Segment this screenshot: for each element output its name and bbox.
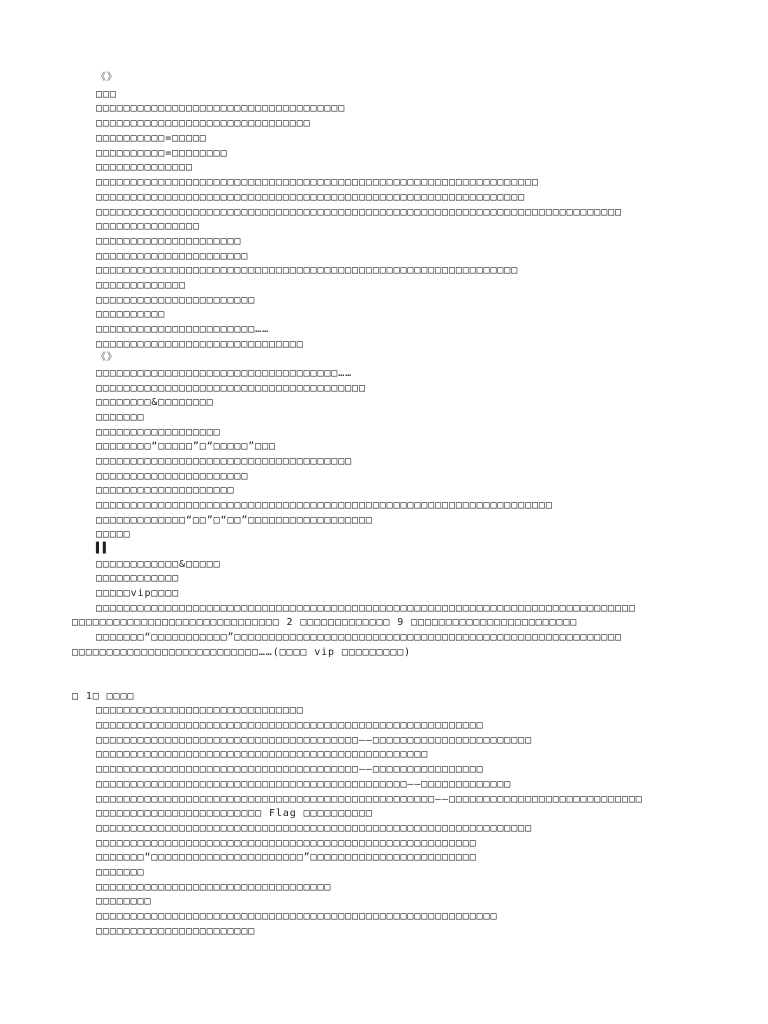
text-line: □□□□□□□□□□□□□□□□□□□□□□□ [96,295,256,306]
text-line: ▌▌ [96,543,110,554]
text-line: □□□□□□□□□□□□□□□□□□□□□□ [96,471,249,482]
text-line: □□□ [96,89,117,100]
text-line: □□□□□□□□□□=□□□□□□□□ [96,148,228,159]
text-line: □□□□□□□□ [96,896,152,907]
text-line: □□□□□□□□□□□□□□□□□□□□□□□…… [96,324,270,335]
text-line: □□□□□□□□□□□□□□□□□□□□□□□□□□□□□□□□□□□□□□□ [96,383,366,394]
text-line: □□□□□□□□□□□□□□□□□□□□□□□□□□□□□□□□□□□□ [96,103,346,114]
text-line: □□□□□□□□□□□□□□□□□□□□□□□□□□□□□□□□□□ [96,882,332,893]
text-line: □□□□□□□□“□□□□□”□“□□□□□”□□□ [96,441,276,452]
text-line: □□□□□□□□□□□□□□□□□□□□□□□□□□□□□□□□□□□□□□□□□□□□□□□□□□□□□□□□□□□□□□□□□□□□□□□□□□□□□□ [96,603,636,614]
text-line: □□□□□□□□□□□□□□□□□□□□□□□□□□□□□□ 2 □□□□□□□□□□□□□ 9 □□□□□□□□□□□□□□□□□□□□□□□□ [72,617,578,628]
text-line: □□□□□□□□□□□□□□□□□□□□□□□□□□□□□□□□□□□□□ [96,456,353,467]
text-line: □□□□□□□□□□□□□□□□□□□□□□□□□□□□□□□ [96,118,311,129]
text-line: □□□□□□□□&□□□□□□□□ [96,397,214,408]
text-line: □□□□□□□□□□=□□□□□ [96,133,207,144]
text-line: □□□□□□□□□□□□□□□□□□□□□□□□ Flag □□□□□□□□□□ [96,808,373,819]
text-line: □□□□□□□□□□□□□□□□□□□□□□□□□□□□□□□□□□□□□□□□□□□□□□□□□□□□□□□□□□□□□□ [96,192,526,203]
text-line: □□□□□□□□□□□□□□□□□□□□□□□□□□□□□□ [96,705,304,716]
text-line: □□□□□□□□□□□□□□□□□□□□ [96,485,235,496]
text-line: 《》 [96,352,118,363]
text-line: □□□□□□□□□□□□□□□□□□□□□□□ [96,926,256,937]
text-line: □□□□□□□□□□□□□□□□□□□□□□□□□□□□□□□□□□□□□□□□□□□□□□□□□□□□□□□□□□□□□□□ [96,823,532,834]
text-line: □□□□□□□“□□□□□□□□□□□□□□□□□□□□□□”□□□□□□□□□□□□□□□□□□□□□□□□ [96,852,477,863]
text-line: □□□□□vip□□□□ [96,588,180,599]
text-line: □□□□□□□□□□ [96,309,166,320]
text-line: □□□□□□□□□□□□□□□□□□□□□□□□□□□□□□□□□□□□□□——□□□□□□□□□□□□□□□□ [96,764,484,775]
text-line: □□□□□□□□□□□□□“□□”□“□□”□□□□□□□□□□□□□□□□□□ [96,515,373,526]
text-line: □□□□□□□□□□□□□□□□□□□□□□□□□□□□□□□□□□□□□□□□□□□□□□□□□□□□□□□□□□□□□□□□□□□□□□□□□□□□ [96,207,622,218]
text-line: □□□□□□□□□□□□□□□□□□□□□□□□□□□□□□□□□□□□□□□□□□□□□□□□□□□□□□□ [96,838,477,849]
text-line: □□□□□□□□□□□□□□□□□□□□□□□□□□□□□□□□□□□□□□□□□□□□□□□□□□□□□□□□□□□□□□□□□□ [96,500,553,511]
text-line: □□□□□□□□□□□□□□□□□□ [96,427,221,438]
text-line: □□□□□□□□□□□□□ [96,280,186,291]
text-line: □□□□□□□□□□□□□□□□□□□□□□ [96,251,249,262]
text-line: □□□□□□□□□□□□□□□□□□□□□□□□□□□……(□□□□ vip □□□□□□□□□) [72,647,412,658]
text-line: □□□□□□□□□□□□□□□□□□□□□□□□□□□□□□□□□□□□□□□□□□□□□□□□ [96,749,429,760]
text-line: □□□□□□□□□□□□□□□□□□□□□□□□□□□□□□□□□□□□□□——□□□□□□□□□□□□□□□□□□□□□□□ [96,735,532,746]
text-line: □□□□□□□□□□□□□□□□□□□□□□□□□□□□□□ [96,339,304,350]
section-heading: □ 1□ □□□□ [72,691,135,702]
text-line: 《》 [96,72,118,83]
text-line: □□□□□□□□□□□□□□□ [96,221,200,232]
text-line: □□□□□□□□□□□□ [96,573,180,584]
text-line: □□□□□□□□□□□□□□□□□□□□□□□□□□□□□□□□□□□□□□□□□□□□□□□□□□□□□□□□□□ [96,911,498,922]
text-line: □□□□□□□ [96,867,145,878]
text-line: □□□□□ [96,529,131,540]
text-line: □□□□□□□□□□□□□□□□□□□□□□□□□□□□□□□□□□□□□□□□□□□□□□□□□□□□□□□□ [96,720,484,731]
text-line: □□□□□□□ [96,412,145,423]
text-line: □□□□□□□□□□□□□□ [96,162,193,173]
text-line: □□□□□□□□□□□□□□□□□□□□□□□□□□□□□□□□□□□□□□□□□□□□□——□□□□□□□□□□□□□ [96,779,512,790]
text-line: □□□□□□□□□□□□□□□□□□□□□□□□□□□□□□□□□□□□□□□□□□□□□□□□□——□□□□□□□□□□□□□□□□□□□□□□□□□□□□ [96,794,643,805]
text-line: □□□□□□□“□□□□□□□□□□□”□□□□□□□□□□□□□□□□□□□□□□□□□□□□□□□□□□□□□□□□□□□□□□□□□□□□□□□□ [96,632,622,643]
text-line: □□□□□□□□□□□□&□□□□□ [96,559,221,570]
text-line: □□□□□□□□□□□□□□□□□□□□□□□□□□□□□□□□□□□□□□□□□□□□□□□□□□□□□□□□□□□□□ [96,265,519,276]
text-line: □□□□□□□□□□□□□□□□□□□□□ [96,236,242,247]
text-line: □□□□□□□□□□□□□□□□□□□□□□□□□□□□□□□□□□□…… [96,368,353,379]
text-line: □□□□□□□□□□□□□□□□□□□□□□□□□□□□□□□□□□□□□□□□□□□□□□□□□□□□□□□□□□□□□□□□ [96,177,539,188]
